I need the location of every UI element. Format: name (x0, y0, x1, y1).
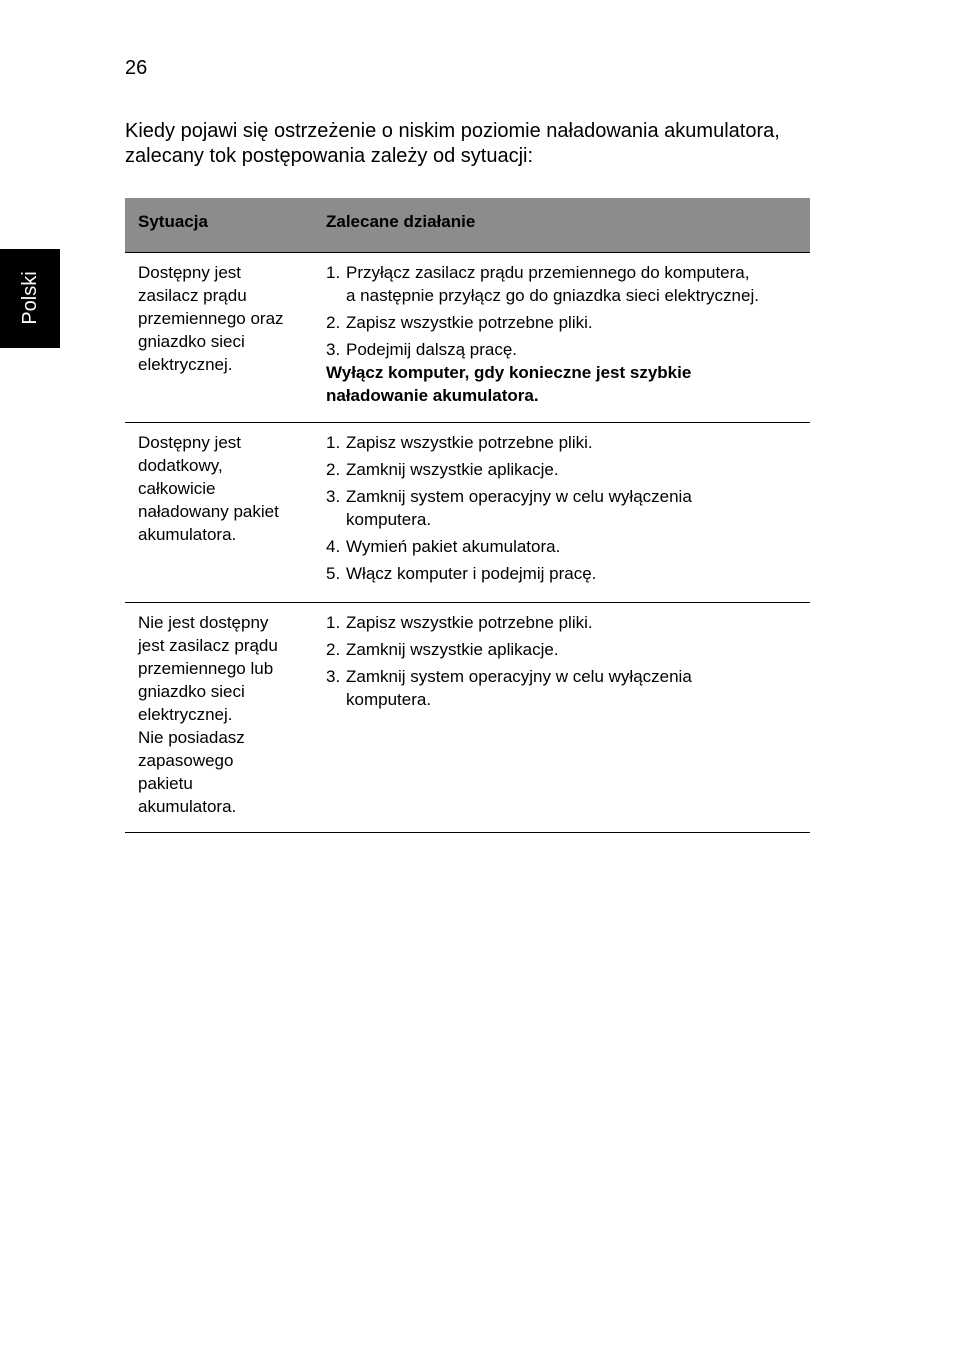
step-number: 1. (326, 433, 341, 452)
intro-paragraph (125, 119, 825, 169)
table-row (125, 423, 810, 603)
step-number: 2. (326, 640, 341, 659)
list-item (326, 485, 810, 531)
table-row (125, 253, 810, 423)
bold-note: Wyłącz komputer, gdy konieczne jest szybkie naładowanie akumulatora. (326, 363, 692, 405)
step-number: 5. (326, 564, 341, 583)
list-item (326, 261, 810, 307)
step-text: Zapisz wszystkie potrzebne pliki. (346, 313, 593, 332)
steps-list (326, 611, 810, 711)
step-text: Zamknij system operacyjny w celu wyłączenia komputera. (346, 667, 692, 709)
step-number: 4. (326, 537, 341, 556)
situation-cell: Dostępny jest zasilacz prądu przemiennego oraz gniazdko sieci elektrycznej. (138, 263, 284, 374)
list-item (326, 458, 810, 481)
step-number: 3. (326, 487, 341, 506)
step-number: 1. (326, 613, 341, 632)
intro-line: Kiedy pojawi się ostrzeżenie o niskim poziomie naładowania akumulatora, (125, 120, 780, 142)
header-situation: Sytuacja (138, 212, 208, 231)
step-text: Zapisz wszystkie potrzebne pliki. (346, 613, 593, 632)
list-item (326, 638, 810, 661)
list-item (326, 338, 810, 361)
list-item (326, 431, 810, 454)
list-item (326, 611, 810, 634)
table-row (125, 603, 810, 833)
step-number: 3. (326, 667, 341, 686)
step-text: Wymień pakiet akumulatora. (346, 537, 561, 556)
intro-line: zalecany tok postępowania zależy od sytuacji: (125, 145, 534, 167)
steps-list (326, 431, 810, 585)
step-text: Zamknij wszystkie aplikacje. (346, 460, 559, 479)
step-text: Zamknij wszystkie aplikacje. (346, 640, 559, 659)
table-header (125, 198, 810, 253)
action-cell (313, 423, 810, 602)
list-item (326, 665, 810, 711)
step-number: 3. (326, 340, 341, 359)
step-number: 2. (326, 313, 341, 332)
list-item (326, 311, 810, 334)
step-number: 1. (326, 263, 341, 282)
step-text: Włącz komputer i podejmij pracę. (346, 564, 597, 583)
step-text: Zamknij system operacyjny w celu wyłączenia komputera. (346, 487, 692, 529)
list-item (326, 562, 810, 585)
step-number: 2. (326, 460, 341, 479)
situation-cell: Nie jest dostępny jest zasilacz prądu przemiennego lub gniazdko sieci elektrycznej. Nie posiadasz zapasowego pakietu akumulatora. (138, 613, 278, 816)
page-number: 26 (125, 57, 148, 79)
action-cell (313, 603, 810, 832)
battery-actions-table (125, 198, 810, 833)
language-side-tab (0, 249, 60, 348)
step-text: Podejmij dalszą pracę. (346, 340, 518, 359)
list-item (326, 535, 810, 558)
step-text: Przyłącz zasilacz prądu przemiennego do komputera, a następnie przyłącz go do gniazdka sieci elektrycznej. (346, 263, 759, 305)
language-side-tab-label: Polski (19, 271, 41, 325)
situation-cell: Dostępny jest dodatkowy, całkowicie naładowany pakiet akumulatora. (138, 433, 279, 544)
action-cell (313, 253, 810, 422)
steps-list (326, 261, 810, 361)
header-recommended-action: Zalecane działanie (326, 212, 476, 231)
step-text: Zapisz wszystkie potrzebne pliki. (346, 433, 593, 452)
